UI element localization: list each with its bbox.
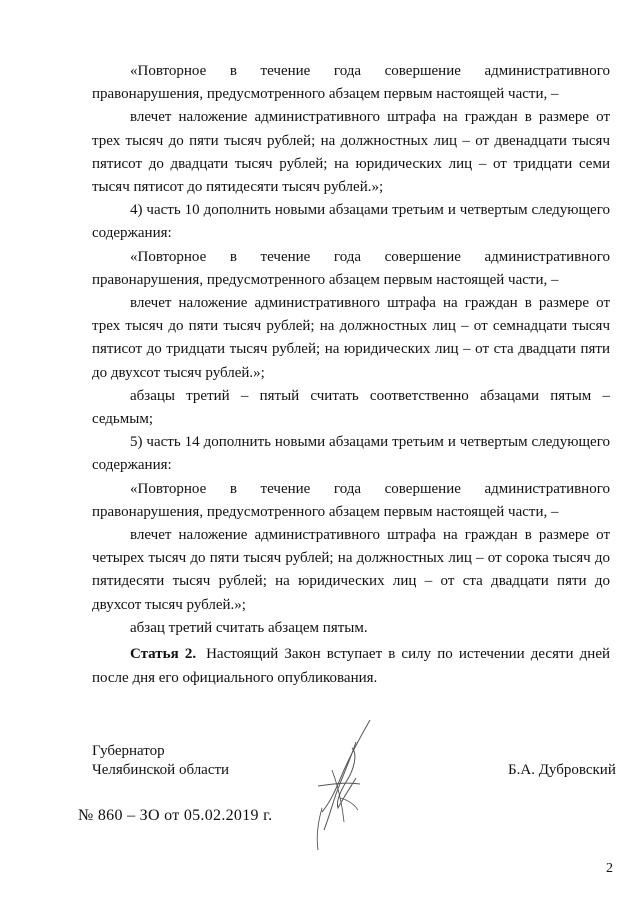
handwritten-signature xyxy=(292,712,392,862)
paragraph: 5) часть 14 дополнить новыми абзацами третьим и четвертым следующего содержания: xyxy=(92,434,610,474)
document-number: № 860 – ЗО от 05.02.2019 г. xyxy=(78,807,273,824)
paragraph: абзацы третий – пятый считать соответственно абзацами пятым – седьмым; xyxy=(92,387,610,428)
page-number: 2 xyxy=(606,861,613,876)
signatory-name: Б.А. Дубровский xyxy=(508,762,616,778)
paragraph: «Повторное в течение года совершение административного правонарушения, предусмотренного абзацем первым настоящей части, – xyxy=(92,63,610,103)
paragraph: влечет наложение административного штрафа на граждан в размере от трех тысяч до пяти тысяч рублей; на должностных лиц – от двенадцати тысяч пятисот до двадцати тысяч рублей; на юридических лиц – от тридцати семи тысяч пятисот до пятидесяти тысяч рублей.»; xyxy=(92,109,610,196)
article-text: Настоящий Закон вступает в силу по истечении десяти дней после дня его официального опубликования. xyxy=(92,646,611,686)
article-label: Статья 2. xyxy=(130,646,197,662)
signatory-title xyxy=(92,742,229,780)
article-2 xyxy=(92,642,610,690)
law-amendment-text xyxy=(92,60,610,640)
paragraph: «Повторное в течение года совершение административного правонарушения, предусмотренного абзацем первым настоящей части, – xyxy=(92,248,610,288)
paragraph: 4) часть 10 дополнить новыми абзацами третьим и четвертым следующего содержания: xyxy=(92,202,610,242)
signatory-title-line: Челябинской области xyxy=(92,762,230,778)
paragraph: влечет наложение административного штрафа на граждан в размере от четырех тысяч до пяти тысяч рублей; на должностных лиц – от сорока тысяч до пятидесяти тысяч рублей; на юридических лиц – от ста двадцати пяти до двухсот тысяч рублей.»; xyxy=(92,527,610,613)
signatory-title-line: Губернатор xyxy=(92,743,165,759)
paragraph: абзац третий считать абзацем пятым. xyxy=(130,619,368,636)
paragraph: «Повторное в течение года совершение административного правонарушения, предусмотренного абзацем первым настоящей части, – xyxy=(92,480,610,520)
article-paragraph xyxy=(92,642,610,690)
paragraph: влечет наложение административного штрафа на граждан в размере от трех тысяч до пяти тысяч рублей; на должностных лиц – от семнадцати тысяч пятисот до тридцати тысяч рублей; на юридических лиц – от ста двадцати пяти до двухсот тысяч рублей.»; xyxy=(92,295,610,381)
